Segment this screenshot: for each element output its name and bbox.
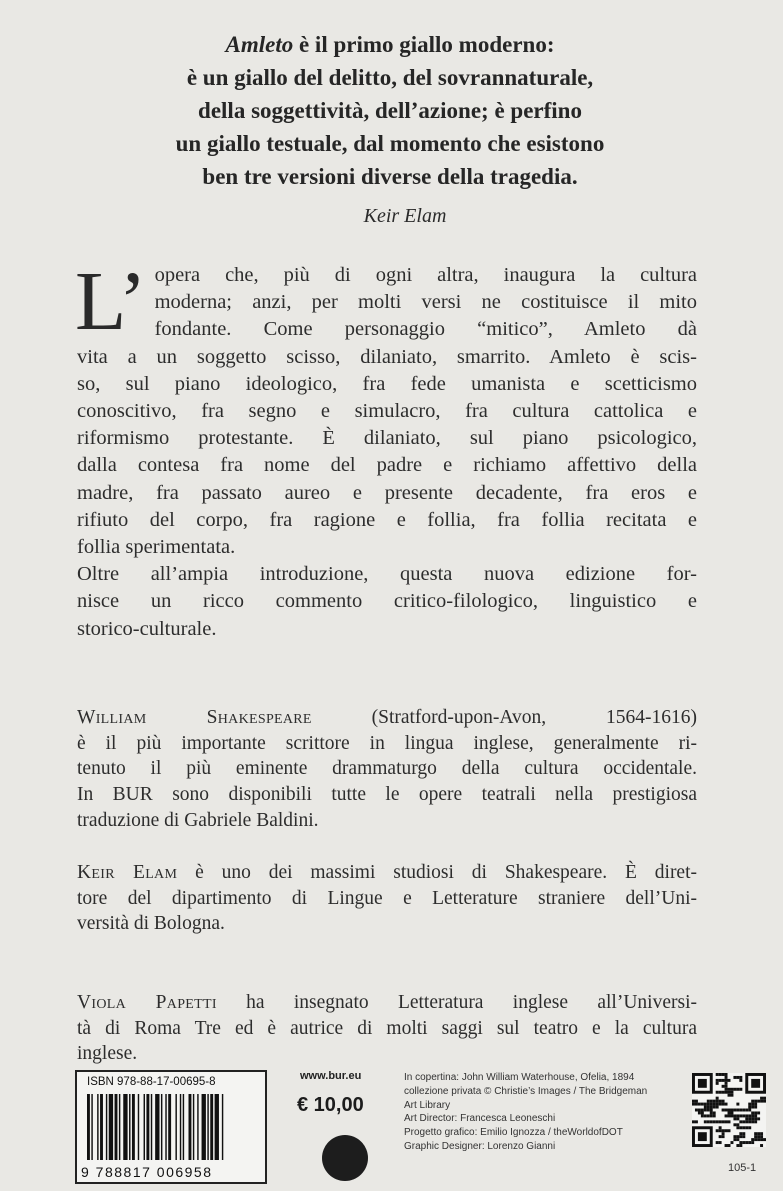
synopsis-line: Oltre all’ampia introduzione, questa nuova edizione for- xyxy=(77,563,697,586)
translator-name: Viola Papetti xyxy=(77,992,217,1013)
editor-name: Keir Elam xyxy=(77,862,178,883)
synopsis-line: moderna; anzi, per molti versi ne costituisce il mito xyxy=(154,291,697,314)
bio-line: traduzione di Gabriele Baldini. xyxy=(77,809,319,831)
epigraph xyxy=(110,28,670,193)
bio-line: versità di Bologna. xyxy=(77,913,225,935)
credit-line: collezione privata © Christie’s Images / The Bridgeman xyxy=(404,1085,648,1097)
epigraph-title: Amleto xyxy=(225,32,294,57)
qr-code-icon xyxy=(692,1073,766,1147)
publisher-website: www.bur.eu xyxy=(300,1070,362,1082)
credit-line: Art Director: Francesca Leoneschi xyxy=(404,1113,556,1125)
bio-shakespeare xyxy=(77,705,697,834)
epigraph-line-3: della soggettività, dell’azione; è perfino xyxy=(198,98,582,123)
epigraph-author: Keir Elam xyxy=(363,205,447,227)
synopsis-line: so, sul piano ideologico, fra fede umanista e scetticismo xyxy=(77,372,697,395)
epigraph-line-2: è un giallo del delitto, del sovrannaturale, xyxy=(186,65,594,90)
synopsis-line: vita a un soggetto scisso, dilaniato, smarrito. Amleto è scis- xyxy=(77,345,697,368)
credit-line: Art Library xyxy=(404,1099,451,1111)
synopsis-line: follia sperimentata. xyxy=(77,536,236,559)
synopsis-line: storico-culturale. xyxy=(77,617,217,640)
publisher-logo-icon xyxy=(322,1135,368,1181)
credit-line: Progetto grafico: Emilio Ignozza / theWorldofDOT xyxy=(404,1127,623,1139)
bio-line: è il più importante scrittore in lingua inglese, generalmente ri- xyxy=(77,732,697,754)
price: € 10,00 xyxy=(297,1094,364,1116)
synopsis-line: fondante. Come personaggio “mitico”, Amleto dà xyxy=(154,318,697,341)
credit-line: Graphic Designer: Lorenzo Gianni xyxy=(404,1140,556,1152)
bio-line: inglese. xyxy=(77,1043,138,1065)
barcode-icon xyxy=(85,1094,261,1162)
bio-line: tenuto il più eminente drammaturgo della cultura occidentale. xyxy=(77,758,697,780)
epigraph-line-4: un giallo testuale, dal momento che esistono xyxy=(175,131,605,156)
bio-line: tà di Roma Tre ed è autrice di molti saggi sul teatro e la cultura xyxy=(77,1017,697,1039)
synopsis-line: riformismo protestante. È dilaniato, sul piano psicologico, xyxy=(77,427,697,450)
synopsis-line: madre, fra passato aureo e presente decadente, fra eros e xyxy=(77,481,697,504)
bio-line: è uno dei massimi studiosi di Shakespeare. È diret- xyxy=(177,862,697,883)
synopsis-line: nisce un ricco commento critico-filologico, linguistico e xyxy=(77,590,697,613)
credit-line: In copertina: John William Waterhouse, Ofelia, 1894 xyxy=(404,1072,635,1083)
bio-line: tore del dipartimento di Lingue e Letterature straniere dell’Uni- xyxy=(77,887,697,909)
isbn-label: ISBN 978-88-17-00695-8 xyxy=(87,1076,216,1088)
bio-elam xyxy=(77,860,697,937)
credits xyxy=(404,1071,694,1154)
author-name: William Shakespeare xyxy=(77,707,312,728)
synopsis-line: opera che, più di ogni altra, inaugura la cultura xyxy=(154,264,697,286)
bio-line: ha insegnato Letteratura inglese all’Universi- xyxy=(216,992,697,1013)
epigraph-line-1: è il primo giallo moderno: xyxy=(293,32,555,57)
drop-cap: L’ xyxy=(75,255,147,348)
synopsis-line: rifiuto del corpo, fra ragione e follia, fra follia recitata e xyxy=(77,508,697,531)
epigraph-line-5: ben tre versioni diverse della tragedia. xyxy=(202,164,578,189)
bio-line: (Stratford-upon-Avon, 1564-1616) xyxy=(311,707,697,728)
bio-papetti xyxy=(77,990,697,1067)
bio-line: In BUR sono disponibili tutte le opere teatrali nella prestigiosa xyxy=(77,784,697,806)
synopsis-line: dalla contesa fra nome del padre e richiamo affettivo della xyxy=(77,454,697,477)
isbn-barcode xyxy=(75,1070,267,1184)
synopsis-line: conoscitivo, fra segno e simulacro, fra cultura cattolica e xyxy=(77,400,697,423)
catalog-code: 105-1 xyxy=(728,1162,757,1174)
synopsis xyxy=(75,255,697,643)
isbn-digits: 9 788817 006958 xyxy=(81,1164,213,1180)
